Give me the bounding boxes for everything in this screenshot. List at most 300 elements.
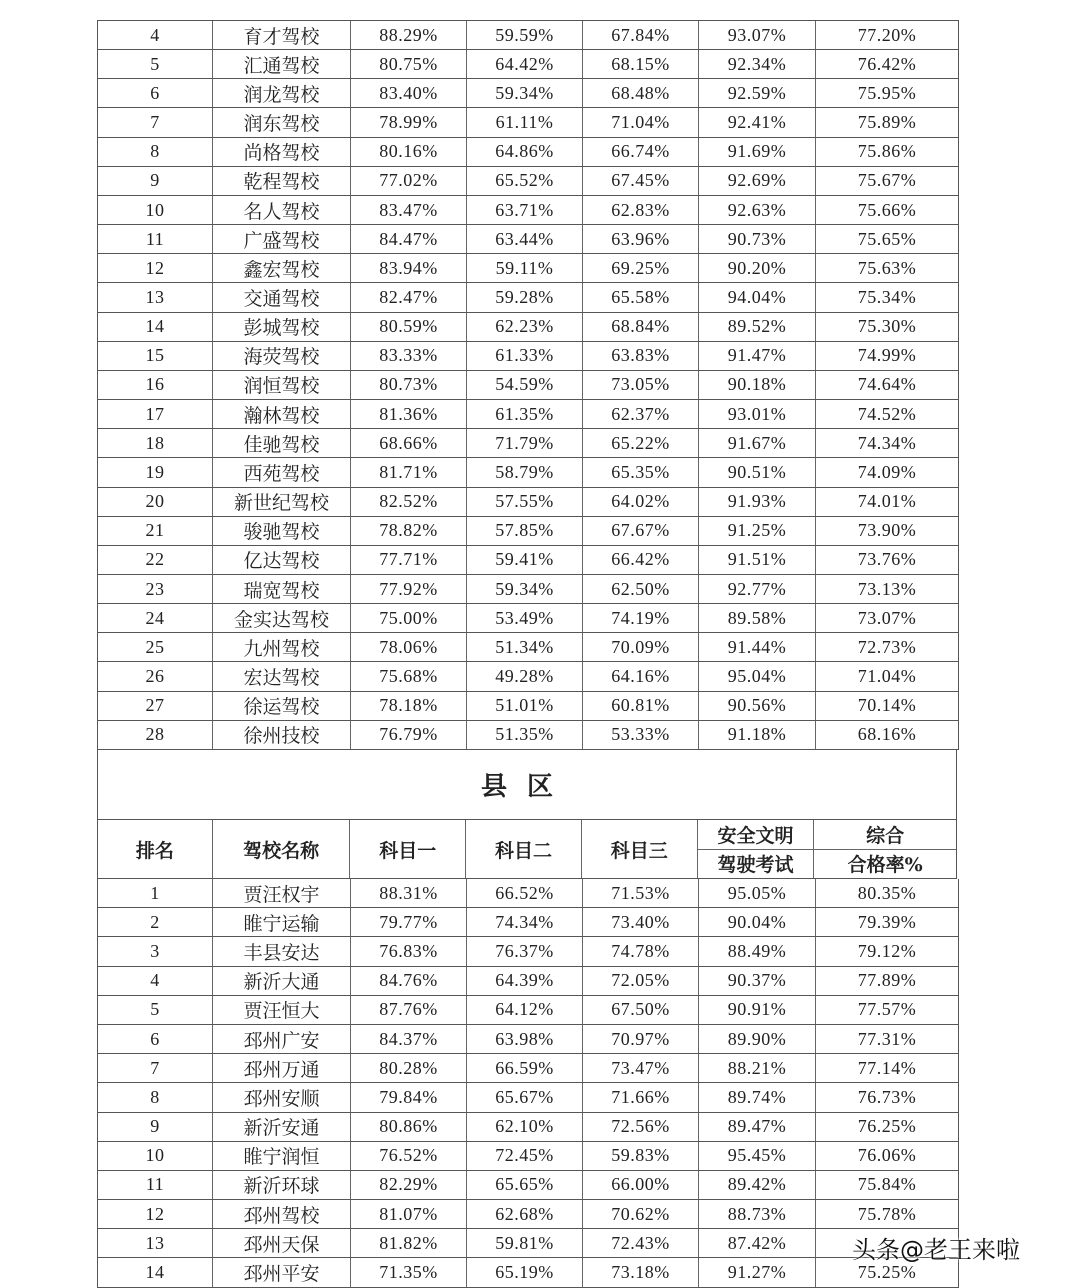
cell-rank: 20 xyxy=(98,488,213,516)
cell-subject2: 74.34% xyxy=(467,908,583,936)
header-overall-rate xyxy=(814,820,956,878)
cell-rank: 11 xyxy=(98,1171,213,1199)
cell-school: 贾汪恒大 xyxy=(213,996,351,1024)
cell-subject3: 68.84% xyxy=(583,313,699,341)
cell-safety: 92.59% xyxy=(699,79,816,107)
cell-school: 汇通驾校 xyxy=(213,50,351,78)
cell-rank: 10 xyxy=(98,1142,213,1170)
cell-subject1: 71.35% xyxy=(351,1258,467,1286)
cell-rank: 4 xyxy=(98,967,213,995)
cell-rank: 16 xyxy=(98,371,213,399)
cell-subject3: 62.50% xyxy=(583,575,699,603)
cell-subject3: 68.15% xyxy=(583,50,699,78)
cell-overall: 76.73% xyxy=(857,1086,917,1107)
table-row xyxy=(98,937,958,966)
cell-overall: 71.04% xyxy=(857,666,917,687)
cell-subject2: 65.52% xyxy=(467,167,583,195)
table-row xyxy=(98,908,958,937)
cell-subject2: 76.37% xyxy=(467,937,583,965)
table-row xyxy=(98,662,958,691)
cell-safety: 89.42% xyxy=(699,1171,816,1199)
cell-subject3: 66.00% xyxy=(583,1171,699,1199)
table-row xyxy=(98,79,958,108)
cell-safety: 91.44% xyxy=(699,633,816,661)
cell-overall: 75.66% xyxy=(857,199,917,220)
cell-rank: 2 xyxy=(98,908,213,936)
cell-subject3: 63.83% xyxy=(583,342,699,370)
cell-safety: 92.41% xyxy=(699,108,816,136)
cell-subject2: 59.34% xyxy=(467,79,583,107)
cell-overall: 77.20% xyxy=(857,24,917,45)
cell-overall: 76.42% xyxy=(857,53,917,74)
cell-overall: 77.89% xyxy=(857,970,917,991)
cell-safety: 90.73% xyxy=(699,225,816,253)
header-subject3: 科目三 xyxy=(582,820,698,878)
cell-subject3: 65.35% xyxy=(583,458,699,486)
cell-school: 佳驰驾校 xyxy=(213,429,351,457)
table-row xyxy=(98,283,958,312)
cell-rank: 8 xyxy=(98,138,213,166)
table-row xyxy=(98,1171,958,1200)
cell-subject2: 63.44% xyxy=(467,225,583,253)
cell-school: 丰县安达 xyxy=(213,937,351,965)
cell-subject2: 53.49% xyxy=(467,604,583,632)
cell-subject3: 74.19% xyxy=(583,604,699,632)
cell-overall: 73.90% xyxy=(857,520,917,541)
cell-subject1: 83.47% xyxy=(351,196,467,224)
cell-safety: 88.21% xyxy=(699,1054,816,1082)
cell-subject3: 67.84% xyxy=(583,21,699,49)
table-row xyxy=(98,996,958,1025)
cell-overall: 73.76% xyxy=(857,549,917,570)
table-row xyxy=(98,1229,958,1258)
table-row xyxy=(98,1054,958,1083)
cell-school: 西苑驾校 xyxy=(213,458,351,486)
cell-subject1: 83.40% xyxy=(351,79,467,107)
table-row xyxy=(98,633,958,662)
cell-overall: 75.89% xyxy=(857,112,917,133)
cell-subject1: 80.75% xyxy=(351,50,467,78)
cell-safety: 92.34% xyxy=(699,50,816,78)
header-school: 驾校名称 xyxy=(213,820,351,878)
cell-overall: 77.57% xyxy=(857,999,917,1020)
cell-subject1: 79.77% xyxy=(351,908,467,936)
cell-subject2: 66.59% xyxy=(467,1054,583,1082)
cell-safety: 89.47% xyxy=(699,1113,816,1141)
cell-safety: 91.27% xyxy=(699,1258,816,1286)
cell-rank: 12 xyxy=(98,1200,213,1228)
cell-subject2: 51.34% xyxy=(467,633,583,661)
cell-school: 徐运驾校 xyxy=(213,692,351,720)
cell-subject1: 76.79% xyxy=(351,721,467,749)
cell-overall: 72.73% xyxy=(857,636,917,657)
cell-safety: 93.01% xyxy=(699,400,816,428)
cell-rank: 12 xyxy=(98,254,213,282)
cell-rank: 4 xyxy=(98,21,213,49)
table-row xyxy=(98,50,958,79)
cell-school: 邳州万通 xyxy=(213,1054,351,1082)
cell-school: 骏驰驾校 xyxy=(213,517,351,545)
cell-rank: 23 xyxy=(98,575,213,603)
cell-subject3: 73.05% xyxy=(583,371,699,399)
cell-subject1: 68.66% xyxy=(351,429,467,457)
cell-subject2: 62.10% xyxy=(467,1113,583,1141)
cell-school: 润龙驾校 xyxy=(213,79,351,107)
cell-subject2: 65.67% xyxy=(467,1083,583,1111)
header-subject2: 科目二 xyxy=(466,820,582,878)
cell-subject1: 77.71% xyxy=(351,546,467,574)
cell-subject1: 84.76% xyxy=(351,967,467,995)
cell-rank: 6 xyxy=(98,79,213,107)
cell-subject2: 62.68% xyxy=(467,1200,583,1228)
cell-safety: 87.42% xyxy=(699,1229,816,1257)
header-overall-bottom: 合格率% xyxy=(847,854,923,877)
cell-overall: 74.64% xyxy=(857,374,917,395)
table-row xyxy=(98,167,958,196)
cell-school: 邳州平安 xyxy=(213,1258,351,1286)
cell-subject1: 80.73% xyxy=(351,371,467,399)
cell-rank: 11 xyxy=(98,225,213,253)
cell-rank: 24 xyxy=(98,604,213,632)
cell-overall: 74.52% xyxy=(857,403,917,424)
cell-school: 名人驾校 xyxy=(213,196,351,224)
cell-subject1: 77.92% xyxy=(351,575,467,603)
cell-safety: 92.69% xyxy=(699,167,816,195)
cell-subject1: 75.68% xyxy=(351,662,467,690)
table-row xyxy=(98,138,958,167)
cell-subject2: 59.41% xyxy=(467,546,583,574)
cell-subject1: 81.36% xyxy=(351,400,467,428)
table-row xyxy=(98,517,958,546)
cell-subject3: 71.66% xyxy=(583,1083,699,1111)
cell-school: 新世纪驾校 xyxy=(213,488,351,516)
table-row xyxy=(98,546,958,575)
cell-subject3: 70.97% xyxy=(583,1025,699,1053)
table-row xyxy=(98,1025,958,1054)
cell-subject1: 80.16% xyxy=(351,138,467,166)
cell-school: 海荧驾校 xyxy=(213,342,351,370)
cell-school: 瑞宽驾校 xyxy=(213,575,351,603)
cell-safety: 91.25% xyxy=(699,517,816,545)
cell-rank: 5 xyxy=(98,50,213,78)
cell-subject2: 65.65% xyxy=(467,1171,583,1199)
cell-subject1: 83.33% xyxy=(351,342,467,370)
cell-subject3: 70.62% xyxy=(583,1200,699,1228)
cell-school: 新沂安通 xyxy=(213,1113,351,1141)
cell-school: 邳州安顺 xyxy=(213,1083,351,1111)
cell-subject3: 73.47% xyxy=(583,1054,699,1082)
cell-safety: 90.18% xyxy=(699,371,816,399)
header-overall-top: 综合 xyxy=(814,820,956,850)
cell-rank: 15 xyxy=(98,342,213,370)
cell-subject1: 88.31% xyxy=(351,879,467,907)
section-title-county: 县区 xyxy=(97,749,957,820)
cell-school: 润恒驾校 xyxy=(213,371,351,399)
cell-rank: 9 xyxy=(98,167,213,195)
cell-school: 尚格驾校 xyxy=(213,138,351,166)
cell-subject1: 78.99% xyxy=(351,108,467,136)
cell-overall: 75.86% xyxy=(857,141,917,162)
cell-subject2: 61.35% xyxy=(467,400,583,428)
cell-subject2: 64.42% xyxy=(467,50,583,78)
cell-subject2: 66.52% xyxy=(467,879,583,907)
cell-subject3: 71.04% xyxy=(583,108,699,136)
cell-school: 九州驾校 xyxy=(213,633,351,661)
cell-subject1: 78.82% xyxy=(351,517,467,545)
cell-subject3: 62.37% xyxy=(583,400,699,428)
table-row xyxy=(98,342,958,371)
cell-rank: 26 xyxy=(98,662,213,690)
table-row xyxy=(98,313,958,342)
table-row xyxy=(98,488,958,517)
cell-rank: 27 xyxy=(98,692,213,720)
cell-subject2: 51.35% xyxy=(467,721,583,749)
city-ranking-table xyxy=(97,20,959,750)
cell-subject2: 58.79% xyxy=(467,458,583,486)
cell-rank: 7 xyxy=(98,108,213,136)
cell-overall: 68.16% xyxy=(857,724,917,745)
cell-subject3: 68.48% xyxy=(583,79,699,107)
cell-subject1: 79.84% xyxy=(351,1083,467,1111)
header-rank: 排名 xyxy=(98,820,213,878)
cell-rank: 1 xyxy=(98,879,213,907)
cell-rank: 21 xyxy=(98,517,213,545)
cell-school: 徐州技校 xyxy=(213,721,351,749)
cell-school: 新沂大通 xyxy=(213,967,351,995)
cell-subject1: 76.83% xyxy=(351,937,467,965)
cell-school: 瀚林驾校 xyxy=(213,400,351,428)
cell-overall: 75.67% xyxy=(857,170,917,191)
cell-subject1: 81.71% xyxy=(351,458,467,486)
cell-safety: 89.90% xyxy=(699,1025,816,1053)
table-row xyxy=(98,429,958,458)
table-row xyxy=(98,371,958,400)
cell-subject1: 75.00% xyxy=(351,604,467,632)
cell-subject2: 63.98% xyxy=(467,1025,583,1053)
cell-safety: 90.51% xyxy=(699,458,816,486)
cell-safety: 89.58% xyxy=(699,604,816,632)
header-safety-exam xyxy=(698,820,815,878)
cell-overall: 79.12% xyxy=(857,940,917,961)
cell-rank: 25 xyxy=(98,633,213,661)
table-row xyxy=(98,1258,958,1287)
cell-overall: 75.65% xyxy=(857,228,917,249)
cell-rank: 5 xyxy=(98,996,213,1024)
cell-school: 宏达驾校 xyxy=(213,662,351,690)
cell-subject3: 67.45% xyxy=(583,167,699,195)
cell-subject3: 69.25% xyxy=(583,254,699,282)
cell-subject3: 73.40% xyxy=(583,908,699,936)
cell-overall: 74.99% xyxy=(857,345,917,366)
cell-safety: 92.77% xyxy=(699,575,816,603)
header-safety-top: 安全文明 xyxy=(698,820,814,850)
cell-subject2: 61.11% xyxy=(467,108,583,136)
cell-subject3: 72.56% xyxy=(583,1113,699,1141)
cell-overall: 76.06% xyxy=(857,1145,917,1166)
cell-overall: 74.01% xyxy=(857,491,917,512)
cell-rank: 18 xyxy=(98,429,213,457)
cell-subject1: 84.47% xyxy=(351,225,467,253)
cell-overall: 75.95% xyxy=(857,82,917,103)
cell-rank: 3 xyxy=(98,937,213,965)
table-row xyxy=(98,1142,958,1171)
cell-subject1: 82.47% xyxy=(351,283,467,311)
cell-subject1: 80.86% xyxy=(351,1113,467,1141)
cell-subject1: 84.37% xyxy=(351,1025,467,1053)
cell-school: 邳州驾校 xyxy=(213,1200,351,1228)
table-row xyxy=(98,721,958,750)
cell-school: 邳州广安 xyxy=(213,1025,351,1053)
cell-school: 新沂环球 xyxy=(213,1171,351,1199)
cell-school: 邳州天保 xyxy=(213,1229,351,1257)
cell-subject3: 60.81% xyxy=(583,692,699,720)
cell-overall: 76.25% xyxy=(857,1116,917,1137)
cell-subject2: 57.85% xyxy=(467,517,583,545)
cell-safety: 90.20% xyxy=(699,254,816,282)
cell-school: 广盛驾校 xyxy=(213,225,351,253)
cell-safety: 91.18% xyxy=(699,721,816,749)
cell-safety: 92.63% xyxy=(699,196,816,224)
cell-rank: 22 xyxy=(98,546,213,574)
cell-safety: 91.47% xyxy=(699,342,816,370)
cell-safety: 89.52% xyxy=(699,313,816,341)
table-row xyxy=(98,1083,958,1112)
table-row xyxy=(98,604,958,633)
header-safety-bottom: 驾驶考试 xyxy=(717,854,794,877)
cell-school: 彭城驾校 xyxy=(213,313,351,341)
cell-subject1: 82.52% xyxy=(351,488,467,516)
cell-school: 贾汪权宇 xyxy=(213,879,351,907)
cell-overall: 75.25% xyxy=(857,1262,917,1283)
cell-school: 润东驾校 xyxy=(213,108,351,136)
cell-subject1: 87.76% xyxy=(351,996,467,1024)
cell-subject1: 80.28% xyxy=(351,1054,467,1082)
county-ranking-table xyxy=(97,879,959,1288)
cell-overall: 70.14% xyxy=(857,695,917,716)
table-row xyxy=(98,400,958,429)
cell-subject2: 59.28% xyxy=(467,283,583,311)
cell-school: 育才驾校 xyxy=(213,21,351,49)
cell-rank: 17 xyxy=(98,400,213,428)
cell-subject2: 71.79% xyxy=(467,429,583,457)
cell-subject1: 76.52% xyxy=(351,1142,467,1170)
cell-school: 金实达驾校 xyxy=(213,604,351,632)
cell-subject3: 72.43% xyxy=(583,1229,699,1257)
cell-subject3: 59.83% xyxy=(583,1142,699,1170)
table-row xyxy=(98,254,958,283)
table-row xyxy=(98,967,958,996)
cell-safety: 95.05% xyxy=(699,879,816,907)
cell-rank: 8 xyxy=(98,1083,213,1111)
cell-safety: 95.04% xyxy=(699,662,816,690)
cell-subject2: 62.23% xyxy=(467,313,583,341)
cell-safety: 95.45% xyxy=(699,1142,816,1170)
cell-safety: 93.07% xyxy=(699,21,816,49)
cell-safety: 88.49% xyxy=(699,937,816,965)
cell-safety: 91.51% xyxy=(699,546,816,574)
cell-subject3: 64.16% xyxy=(583,662,699,690)
cell-subject2: 64.12% xyxy=(467,996,583,1024)
table-row xyxy=(98,108,958,137)
cell-subject1: 88.29% xyxy=(351,21,467,49)
cell-school: 乾程驾校 xyxy=(213,167,351,195)
cell-overall: 75.78% xyxy=(857,1203,917,1224)
cell-subject1: 83.94% xyxy=(351,254,467,282)
cell-rank: 14 xyxy=(98,1258,213,1286)
cell-subject3: 73.18% xyxy=(583,1258,699,1286)
cell-subject1: 82.29% xyxy=(351,1171,467,1199)
cell-overall: 75.63% xyxy=(857,257,917,278)
table-row xyxy=(98,458,958,487)
cell-overall: 77.14% xyxy=(857,1057,917,1078)
cell-school: 交通驾校 xyxy=(213,283,351,311)
table-row xyxy=(98,879,958,908)
cell-subject3: 65.58% xyxy=(583,283,699,311)
cell-rank: 13 xyxy=(98,283,213,311)
cell-rank: 28 xyxy=(98,721,213,749)
cell-rank: 19 xyxy=(98,458,213,486)
cell-subject3: 63.96% xyxy=(583,225,699,253)
table-row xyxy=(98,225,958,254)
cell-subject3: 70.09% xyxy=(583,633,699,661)
watermark: 头条@老王来啦 xyxy=(852,1236,1020,1264)
cell-subject2: 63.71% xyxy=(467,196,583,224)
cell-subject2: 64.86% xyxy=(467,138,583,166)
cell-subject2: 65.19% xyxy=(467,1258,583,1286)
cell-subject2: 57.55% xyxy=(467,488,583,516)
cell-subject3: 53.33% xyxy=(583,721,699,749)
cell-safety: 90.04% xyxy=(699,908,816,936)
cell-subject3: 65.22% xyxy=(583,429,699,457)
cell-subject3: 67.67% xyxy=(583,517,699,545)
cell-subject3: 67.50% xyxy=(583,996,699,1024)
cell-subject2: 49.28% xyxy=(467,662,583,690)
cell-overall: 75.30% xyxy=(857,316,917,337)
cell-subject1: 80.59% xyxy=(351,313,467,341)
cell-subject3: 72.05% xyxy=(583,967,699,995)
cell-safety: 94.04% xyxy=(699,283,816,311)
cell-overall: 73.13% xyxy=(857,578,917,599)
cell-school: 亿达驾校 xyxy=(213,546,351,574)
table-row xyxy=(98,692,958,721)
cell-subject1: 81.82% xyxy=(351,1229,467,1257)
header-subject1: 科目一 xyxy=(350,820,466,878)
cell-subject3: 71.53% xyxy=(583,879,699,907)
cell-overall: 73.07% xyxy=(857,607,917,628)
cell-safety: 90.56% xyxy=(699,692,816,720)
cell-school: 睢宁运输 xyxy=(213,908,351,936)
cell-subject1: 81.07% xyxy=(351,1200,467,1228)
cell-subject3: 62.83% xyxy=(583,196,699,224)
cell-subject3: 66.42% xyxy=(583,546,699,574)
table-row xyxy=(98,1113,958,1142)
county-table-header xyxy=(97,820,957,879)
cell-overall: 74.09% xyxy=(857,461,917,482)
cell-subject2: 72.45% xyxy=(467,1142,583,1170)
cell-subject2: 59.81% xyxy=(467,1229,583,1257)
cell-subject3: 64.02% xyxy=(583,488,699,516)
cell-overall: 77.31% xyxy=(857,1028,917,1049)
cell-subject2: 59.34% xyxy=(467,575,583,603)
cell-overall: 74.34% xyxy=(857,432,917,453)
cell-subject3: 74.78% xyxy=(583,937,699,965)
cell-rank: 13 xyxy=(98,1229,213,1257)
cell-school: 鑫宏驾校 xyxy=(213,254,351,282)
cell-rank: 10 xyxy=(98,196,213,224)
cell-school: 睢宁润恒 xyxy=(213,1142,351,1170)
cell-subject1: 78.18% xyxy=(351,692,467,720)
cell-safety: 90.37% xyxy=(699,967,816,995)
